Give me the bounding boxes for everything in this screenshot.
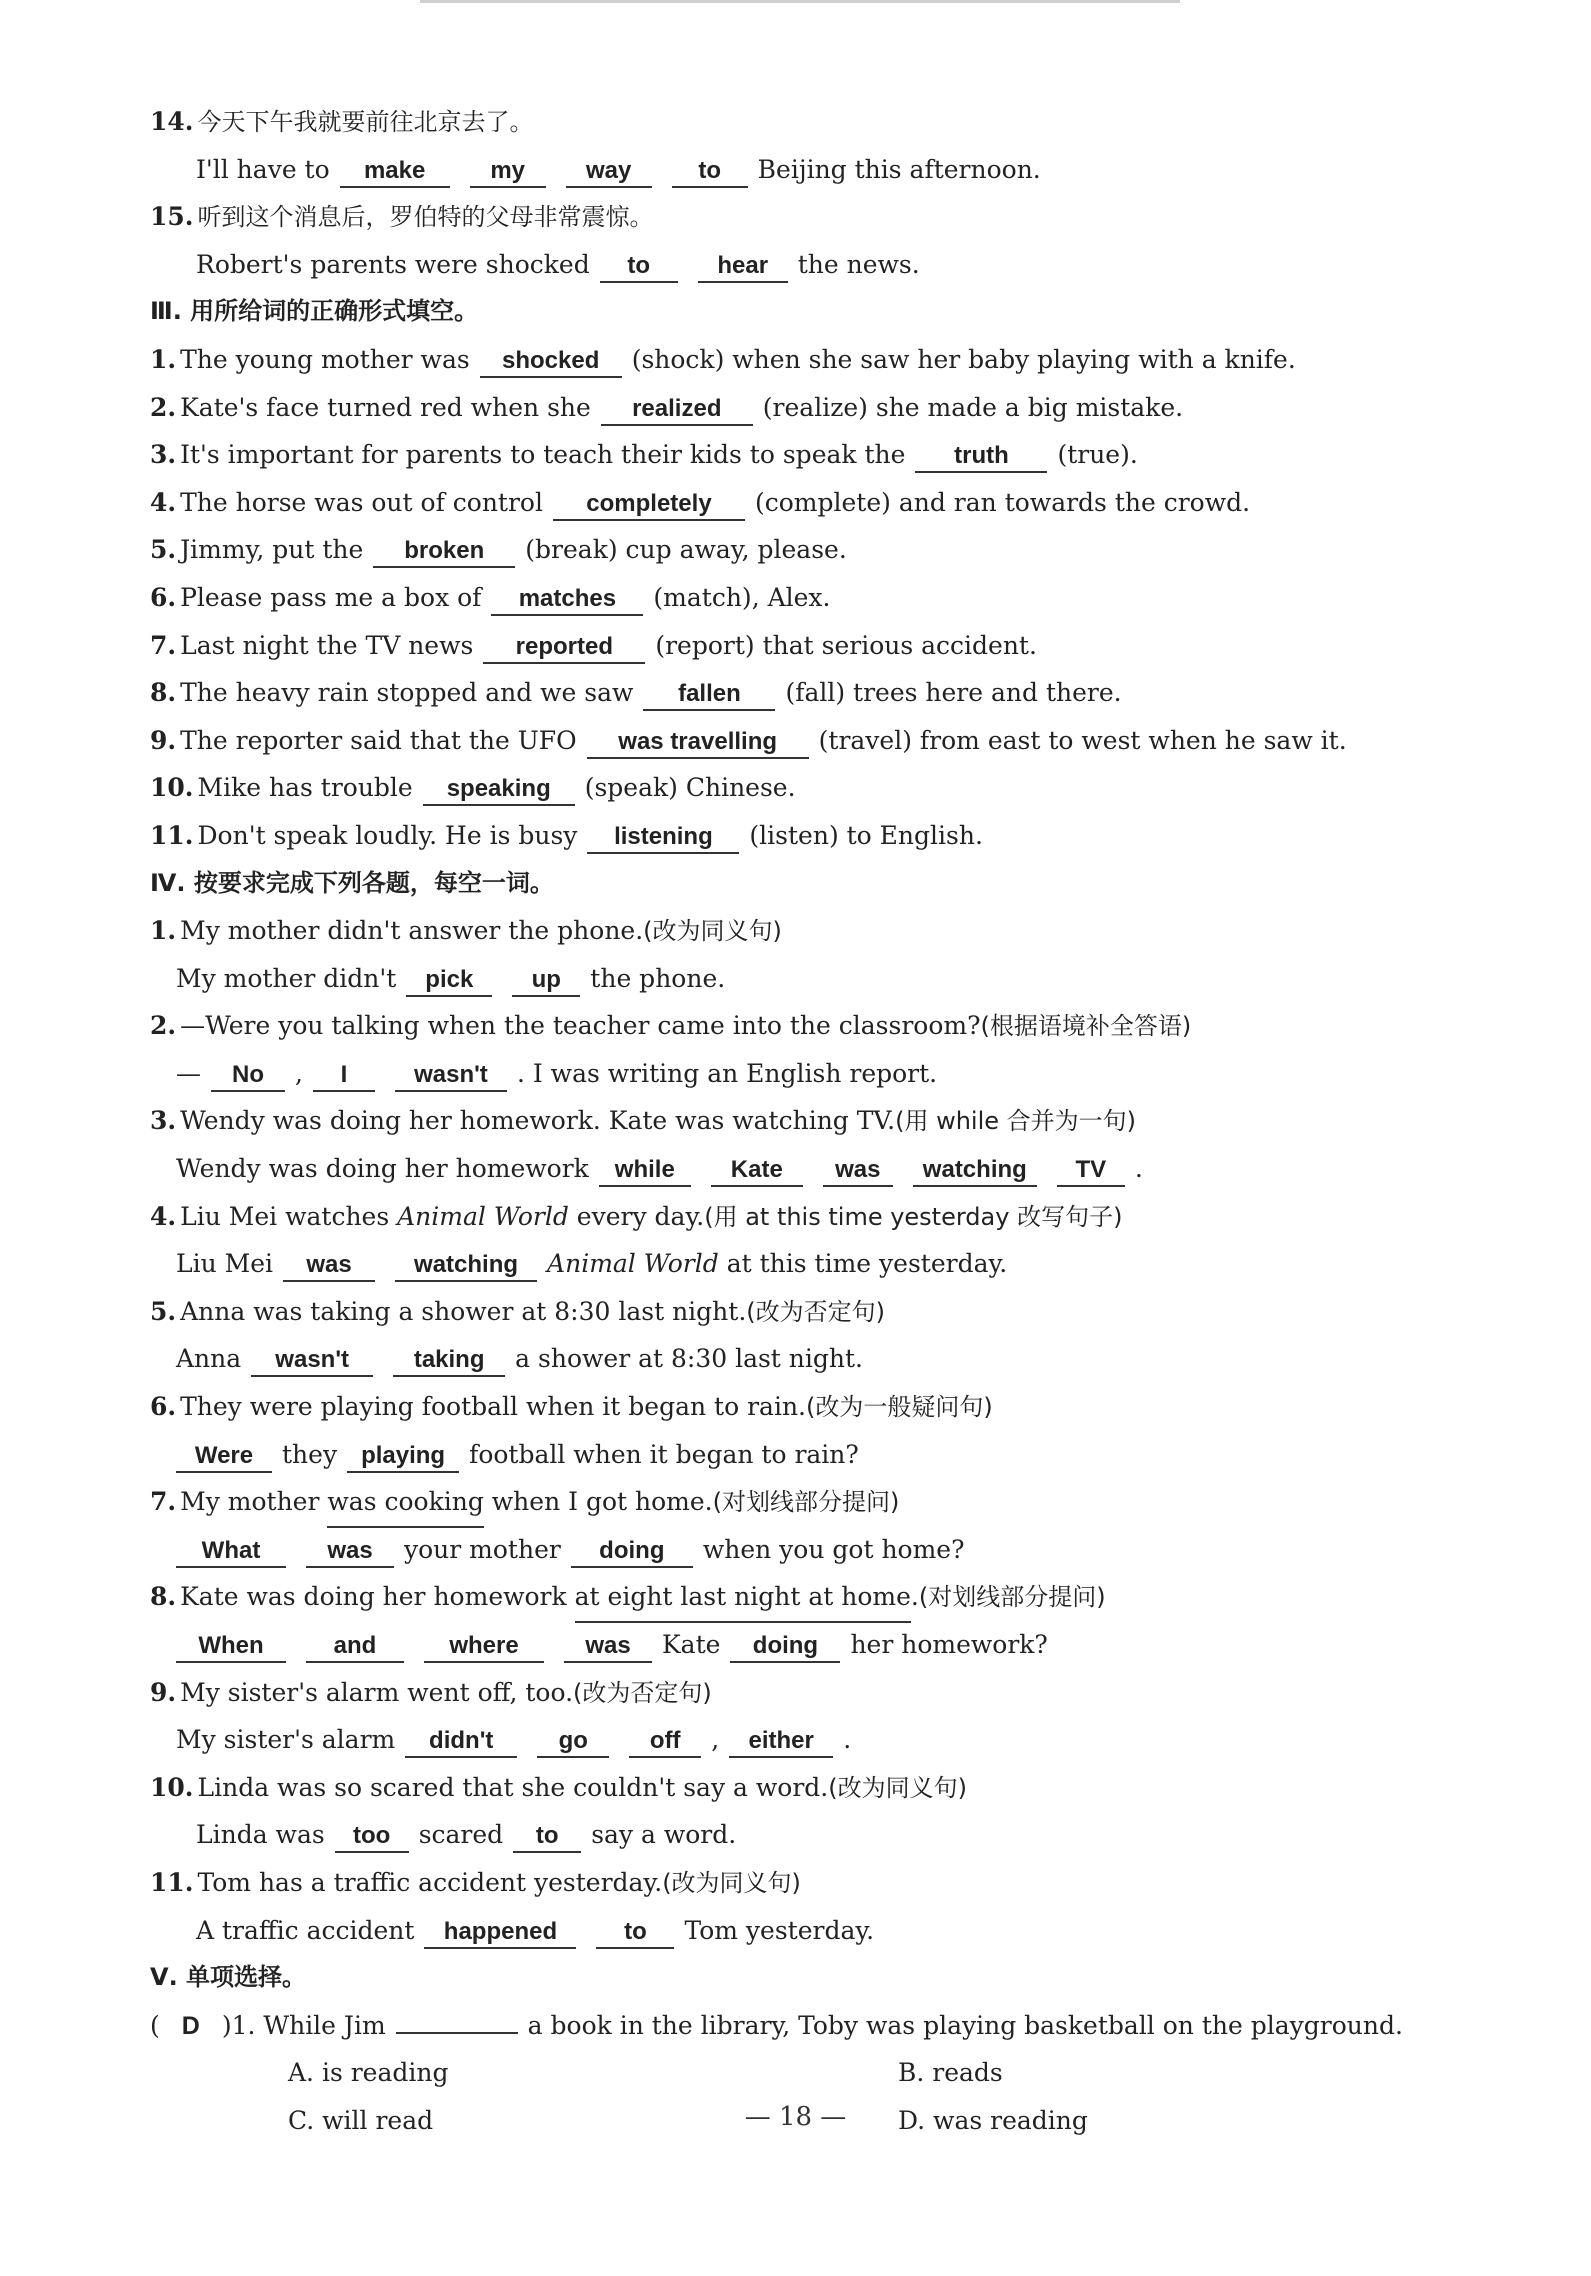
sentence-text: My mother didn't — [176, 963, 397, 993]
choice-answer: D — [181, 2011, 200, 2040]
sentence-text: Last night the TV news — [180, 630, 474, 660]
answer-blank: to — [513, 1821, 581, 1853]
answer-blank: up — [512, 965, 580, 997]
fill-in-item — [150, 622, 1450, 670]
question-number: 2. — [150, 1011, 177, 1041]
sentence-text: (fall) trees here and there. — [785, 678, 1122, 708]
fill-in-item — [150, 479, 1450, 527]
instruction-text: (改为否定句) — [573, 1678, 712, 1707]
sentence-text: The horse was out of control — [180, 487, 543, 517]
sentence-text: It's important for parents to teach their kids to speak the — [180, 440, 906, 470]
sentence-text: Jimmy, put the — [180, 535, 364, 565]
sentence-text: . — [843, 1725, 852, 1755]
sentence-text: (travel) from east to west when he saw it. — [818, 725, 1347, 755]
answer-blank: speaking — [423, 774, 575, 806]
sentence-text: scared — [418, 1820, 504, 1850]
sentence-text: Linda was — [196, 1820, 325, 1850]
worksheet-page — [150, 98, 1450, 2145]
question-number: 4. — [150, 487, 177, 517]
question-number: 2. — [150, 392, 177, 422]
question-number: )1. — [221, 2010, 256, 2040]
answer-blank: truth — [915, 441, 1047, 473]
s4-q2-answer — [150, 1050, 1450, 1098]
answer-blank: TV — [1057, 1155, 1125, 1187]
s4-q8-answer — [150, 1621, 1450, 1669]
fill-in-item — [150, 431, 1450, 479]
q14-answer-line — [150, 146, 1450, 194]
sentence-text: (speak) Chinese. — [584, 773, 796, 803]
instruction-text: (改为同义句) — [828, 1773, 967, 1802]
sentence-text: The young mother was — [180, 344, 470, 374]
sentence-text: they — [282, 1439, 338, 1469]
answer-blank: was — [564, 1631, 652, 1663]
sentence-text: her homework? — [850, 1630, 1048, 1659]
answer-blank: was travelling — [587, 727, 809, 759]
answer-blank: reported — [483, 632, 645, 664]
option-c: C. will read — [288, 2105, 434, 2135]
s5-q1-stem — [150, 2002, 1450, 2050]
question-number: 5. — [150, 535, 177, 565]
answer-blank: Kate — [711, 1155, 803, 1187]
s5-q1-options-ab — [150, 2049, 1450, 2097]
empty-blank — [396, 2032, 518, 2034]
answer-blank: wasn't — [251, 1345, 373, 1377]
sentence-text: Kate's face turned red when she — [180, 392, 591, 422]
s4-q4-prompt — [150, 1193, 1450, 1241]
s4-q6-answer — [150, 1431, 1450, 1479]
sentence-text: Beijing this afternoon. — [757, 154, 1041, 184]
question-number: 8. — [150, 678, 177, 708]
answer-blank: to — [596, 1917, 674, 1949]
fill-in-item — [150, 812, 1450, 860]
sentence-text: They were playing football when it began to rain. — [180, 1392, 806, 1422]
answer-blank: either — [729, 1726, 833, 1758]
answer-blank: was — [823, 1155, 893, 1187]
answer-blank: broken — [373, 536, 515, 568]
sentence-text: Liu Mei watches — [180, 1201, 390, 1231]
question-number: 6. — [150, 582, 177, 612]
sentence-text: every day. — [576, 1201, 705, 1231]
answer-blank: I — [313, 1060, 375, 1092]
question-number: 7. — [150, 1487, 177, 1517]
sentence-text: (realize) she made a big mistake. — [762, 392, 1184, 422]
answer-blank: to — [600, 251, 678, 283]
sentence-text: the news. — [797, 249, 920, 279]
page-number: — 18 — — [744, 2102, 847, 2132]
sentence-text: My sister's alarm — [176, 1725, 396, 1755]
s4-q11-prompt — [150, 1859, 1450, 1907]
q15-prompt — [150, 193, 1450, 241]
s4-q9-answer — [150, 1716, 1450, 1764]
question-number: 6. — [150, 1392, 177, 1422]
sentence-text: I'll have to — [196, 154, 330, 184]
sentence-text: (complete) and ran towards the crowd. — [754, 487, 1251, 517]
answer-blank: doing — [571, 1536, 693, 1568]
s4-q10-answer — [150, 1811, 1450, 1859]
sentence-text: My sister's alarm went off, too. — [180, 1677, 574, 1707]
answer-blank: shocked — [480, 346, 622, 378]
answer-blank: where — [424, 1631, 544, 1663]
option-b: B. reads — [898, 2058, 1003, 2088]
fill-in-item — [150, 336, 1450, 384]
s4-q7-prompt — [150, 1478, 1450, 1526]
answer-blank: Were — [176, 1441, 272, 1473]
question-number: 7. — [150, 630, 177, 660]
underlined-phrase: was cooking — [327, 1478, 483, 1528]
fill-in-item — [150, 764, 1450, 812]
s4-q8-prompt — [150, 1573, 1450, 1621]
answer-blank: hear — [698, 251, 788, 283]
sentence-text: football when it began to rain? — [469, 1439, 859, 1469]
question-number: 3. — [150, 440, 177, 470]
sentence-text: (shock) when she saw her baby playing with a knife. — [631, 344, 1296, 374]
section-4-title: Ⅳ. 按要求完成下列各题，每空一词。 — [150, 868, 554, 897]
sentence-text: a shower at 8:30 last night. — [515, 1344, 863, 1374]
sentence-text: Anna was taking a shower at 8:30 last night. — [180, 1296, 747, 1326]
instruction-text: (用 at this time yesterday 改写句子) — [704, 1202, 1123, 1231]
sentence-text: Liu Mei — [176, 1249, 274, 1279]
sentence-text: (report) that serious accident. — [655, 630, 1037, 660]
answer-blank: go — [537, 1726, 609, 1758]
answer-blank: completely — [553, 489, 745, 521]
fill-in-item — [150, 717, 1450, 765]
question-number: 1. — [150, 344, 177, 374]
sentence-text: say a word. — [591, 1820, 737, 1850]
underlined-phrase: at eight last night at home — [575, 1573, 911, 1623]
sentence-text: Wendy was doing her homework. Kate was watching TV. — [180, 1106, 896, 1136]
answer-blank: was — [283, 1250, 375, 1282]
sentence-text: Linda was so scared that she couldn't say a word. — [197, 1772, 829, 1802]
question-number: 11. — [150, 820, 194, 850]
fill-in-item — [150, 574, 1450, 622]
answer-blank: too — [335, 1821, 409, 1853]
sentence-text: My mother — [180, 1487, 320, 1517]
answer-blank: way — [566, 156, 652, 188]
answer-blank: No — [211, 1060, 285, 1092]
sentence-text: the phone. — [590, 963, 726, 993]
question-number: 4. — [150, 1201, 177, 1231]
sentence-text: a book in the library, Toby was playing basketball on the playground. — [527, 2010, 1403, 2040]
sentence-text: Anna — [176, 1344, 242, 1374]
sentence-text: A traffic accident — [196, 1915, 415, 1945]
question-number: 5. — [150, 1296, 177, 1326]
sentence-text: . I was writing an English report. — [516, 1058, 938, 1088]
fill-in-item — [150, 384, 1450, 432]
answer-blank: didn't — [405, 1726, 517, 1758]
sentence-text: Kate — [662, 1630, 721, 1659]
answer-blank: was — [306, 1536, 394, 1568]
question-number: 1. — [150, 916, 177, 946]
comma-text: , — [295, 1058, 303, 1088]
answer-blank: playing — [347, 1441, 459, 1473]
sentence-text: when I got home. — [491, 1487, 713, 1517]
question-number: 10. — [150, 1772, 194, 1802]
s4-q5-answer — [150, 1335, 1450, 1383]
section-3-title: Ⅲ. 用所给词的正确形式填空。 — [150, 297, 479, 326]
sentence-text: —Were you talking when the teacher came into the classroom? — [180, 1011, 981, 1041]
sentence-text: when you got home? — [702, 1534, 965, 1564]
answer-blank: and — [306, 1631, 404, 1663]
question-number: 3. — [150, 1106, 177, 1136]
instruction-text: (改为同义句) — [643, 917, 782, 946]
s4-q11-answer — [150, 1907, 1450, 1955]
sentence-text: . — [1134, 1154, 1143, 1184]
comma-text: , — [711, 1725, 720, 1755]
instruction-text: (对划线部分提问) — [712, 1488, 900, 1517]
s4-q6-prompt — [150, 1383, 1450, 1431]
fill-in-item — [150, 526, 1450, 574]
answer-blank: watching — [913, 1155, 1037, 1187]
option-a: A. is reading — [288, 2058, 449, 2088]
answer-blank: pick — [406, 965, 492, 997]
sentence-text: at this time yesterday. — [726, 1249, 1008, 1279]
s4-q9-prompt — [150, 1669, 1450, 1717]
sentence-text: Don't speak loudly. He is busy — [197, 820, 578, 850]
italic-title: Animal World — [397, 1201, 569, 1231]
question-number: 9. — [150, 725, 177, 755]
sentence-text: Robert's parents were shocked — [196, 249, 590, 279]
instruction-text: (改为一般疑问句) — [806, 1393, 993, 1422]
sentence-text: The reporter said that the UFO — [180, 725, 577, 755]
sentence-text: The heavy rain stopped and we saw — [180, 678, 634, 708]
answer-blank: happened — [424, 1917, 576, 1949]
question-number: 8. — [150, 1582, 177, 1612]
top-border-line — [420, 0, 1180, 3]
section-5-title: Ⅴ. 单项选择。 — [150, 1963, 307, 1992]
chinese-prompt: 听到这个消息后，罗伯特的父母非常震惊。 — [197, 203, 654, 232]
q15-answer-line — [150, 241, 1450, 289]
answer-blank: watching — [395, 1250, 537, 1282]
answer-blank: off — [629, 1726, 701, 1758]
answer-blank: What — [176, 1536, 286, 1568]
question-number: 15. — [150, 202, 194, 232]
answer-blank: listening — [587, 822, 739, 854]
sentence-text: Wendy was doing her homework — [176, 1154, 589, 1184]
paren-open: ( — [150, 2010, 160, 2040]
italic-title: Animal World — [547, 1249, 719, 1279]
sentence-text: Mike has trouble — [197, 773, 413, 803]
sentence-text: Kate was doing her homework — [180, 1582, 567, 1612]
instruction-text: (改为同义句) — [662, 1868, 801, 1897]
instruction-text: (用 while 合并为一句) — [895, 1107, 1137, 1136]
instruction-text: (根据语境补全答语) — [980, 1012, 1192, 1041]
sentence-text: Please pass me a box of — [180, 582, 482, 612]
s4-q2-prompt — [150, 1002, 1450, 1050]
sentence-text: Tom has a traffic accident yesterday. — [197, 1867, 663, 1897]
sentence-text: (listen) to English. — [749, 820, 983, 850]
answer-blank: doing — [730, 1631, 840, 1663]
section-3-list — [150, 336, 1450, 860]
instruction-text: (改为否定句) — [746, 1297, 886, 1326]
s4-q3-prompt — [150, 1097, 1450, 1145]
question-number: 14. — [150, 107, 194, 136]
question-number: 11. — [150, 1867, 194, 1897]
s4-q5-prompt — [150, 1288, 1450, 1336]
answer-blank: realized — [601, 394, 753, 426]
answer-blank: to — [672, 156, 748, 188]
sentence-text: (true). — [1057, 440, 1138, 470]
s4-q10-prompt — [150, 1764, 1450, 1812]
answer-blank: fallen — [643, 679, 775, 711]
question-number: 9. — [150, 1677, 177, 1707]
s4-q3-answer — [150, 1145, 1450, 1193]
answer-blank: When — [176, 1631, 286, 1663]
dash-text: — — [176, 1058, 201, 1088]
answer-blank: my — [470, 156, 546, 188]
chinese-prompt: 今天下午我就要前往北京去了。 — [197, 108, 534, 136]
sentence-text: While Jim — [263, 2010, 386, 2040]
answer-blank: while — [599, 1155, 691, 1187]
fill-in-item — [150, 669, 1450, 717]
answer-blank: matches — [491, 584, 643, 616]
answer-blank: taking — [393, 1345, 505, 1377]
sentence-text: (break) cup away, please. — [525, 535, 847, 565]
answer-blank: make — [340, 156, 450, 188]
sentence-text: your mother — [404, 1534, 561, 1564]
sentence-text: . — [910, 1582, 919, 1612]
instruction-text: (对划线部分提问) — [918, 1583, 1106, 1612]
s4-q4-answer — [150, 1240, 1450, 1288]
sentence-text: Tom yesterday. — [684, 1915, 875, 1945]
question-number: 10. — [150, 773, 194, 803]
s4-q7-answer — [150, 1526, 1450, 1574]
answer-blank: wasn't — [395, 1060, 507, 1092]
option-d: D. was reading — [898, 2105, 1088, 2135]
s4-q1-answer — [150, 955, 1450, 1003]
sentence-text: My mother didn't answer the phone. — [180, 916, 644, 946]
q14-prompt — [150, 98, 1450, 146]
sentence-text: (match), Alex. — [653, 582, 831, 612]
s4-q1-prompt — [150, 907, 1450, 955]
